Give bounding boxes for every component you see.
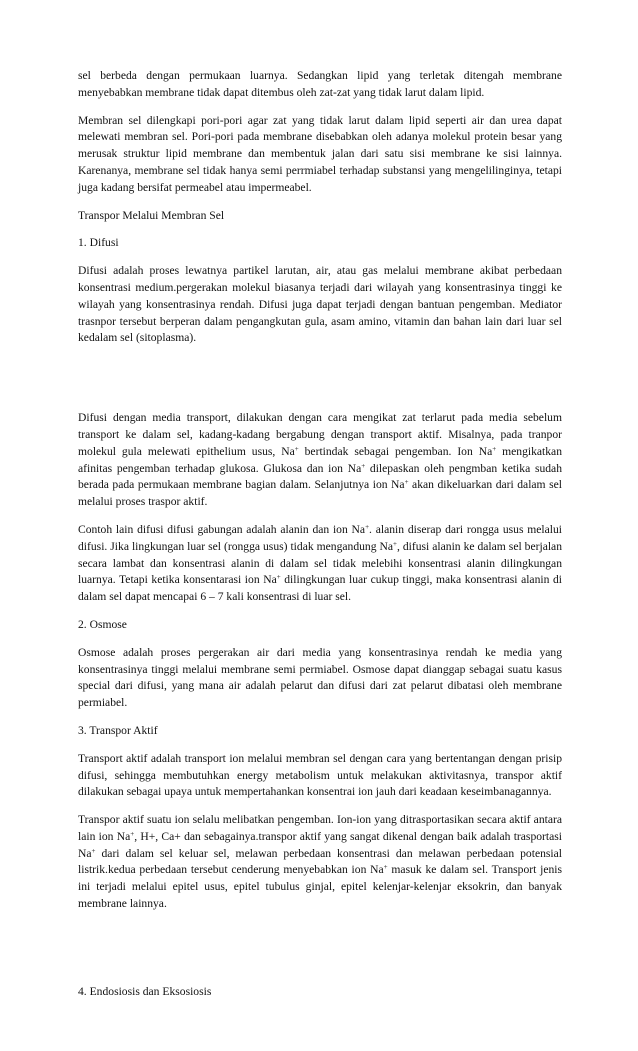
text-run: mengikatkan afinitas pengemban terhadap glukosa. Glukosa dan ion Na (78, 444, 563, 475)
text-run: , H+, Ca+ dan sebagainya.transpor aktif yang sangat dikenal dengan baik adalah trasportasi Na (78, 829, 562, 860)
superscript: + (361, 461, 366, 470)
section-heading: Transpor Melalui Membran Sel (78, 208, 225, 222)
blank-space (78, 358, 562, 410)
text-run: , difusi alanin ke dalam sel berjalan secara lambat dan konsentrasi alanin di dalam sel tidak melebihi konsentrasi alanin dilingkungan luarnya. Tetapi ketika konsentarasi ion Na (78, 539, 562, 587)
paragraph (78, 812, 562, 913)
text-run: . alanin diserap dari rongga usus melalui difusi. Jika lingkungan luar sel (rongga usus) tidak mengandung Na (78, 522, 563, 553)
superscript: + (393, 539, 397, 548)
text-run: bertindak sebagai pengemban. Ion Na (298, 444, 493, 458)
superscript: + (276, 573, 281, 582)
superscript: + (404, 478, 409, 487)
text-run: dilingkungan luar cukup tinggi, maka konsentrasi alanin di dalam sel dapat mencapai 6 – 7 kali konsentrasi di luar sel. (78, 573, 562, 604)
subsection-heading: 2. Osmose (78, 617, 127, 631)
subsection-heading: 4. Endosiosis dan Eksosiosis (78, 984, 212, 998)
text-run: dari dalam sel keluar sel, melawan perbedaan konsentrasi dan melawan perbedaan potensial listrik.kedua perbedaan tersebut cenderung menyebabkan ion Na (78, 846, 562, 877)
superscript: + (91, 846, 96, 855)
superscript: + (365, 522, 370, 531)
text-run: Transpor aktif suatu ion selalu melibatkan pengemban. Ion-ion yang ditrasportasikan secara aktif antara lain ion Na (78, 813, 562, 843)
blank-space (78, 924, 562, 984)
text-run: dilepaskan oleh pengmban ketika sudah berada pada permukaan membrane bagian dalam. Selanjutnya ion Na (78, 461, 562, 492)
subsection-heading: 3. Transpor Aktif (78, 723, 158, 737)
text-run: Difusi dengan media transport, dilakukan dengan cara mengikat zat terlarut pada media sebelum transport ke dalam sel, kadang-kadang bergabung dengan transport aktif. Misalnya, pada tranpor molekul gula melewati epithelium usus, Na (78, 411, 562, 458)
text-run: masuk ke dalam sel. Transport jenis ini terjadi melalui epitel usus, epitel tubulus ginjal, epitel kelenjar-kelenjar eksokrin, dan banyak membrane lainnya. (78, 863, 562, 911)
document-body (78, 68, 562, 1012)
superscript: + (130, 829, 135, 838)
paragraph: sel berbeda dengan permukaan luarnya. Sedangkan lipid yang terletak ditengah membrane menyebabkan membrane tidak dapat ditembus oleh zat-zat yang tidak larut dalam lipid. (78, 69, 562, 99)
paragraph: Osmose adalah proses pergerakan air dari media yang konsentrasinya rendah ke media yang konsentrasinya tinggi melalui membrane semi permiabel. Osmose dapat dianggap sebagai suatu kasus special dari difusi, yang mana air adalah pelarut dan difusi dari zat pelarut dibatasi oleh membrane permiabel. (78, 645, 562, 710)
paragraph (78, 410, 562, 511)
paragraph: Membran sel dilengkapi pori-pori agar zat yang tidak larut dalam lipid seperti air dan urea dapat melewati membran sel. Pori-pori pada membrane disebabkan oleh adanya molekul protein besar yang merusak struktur lipid membrane dan membentuk jalan dari satu sisi membrane ke sisi lainnya. Karenanya, membrane sel tidak hanya semi perrmiabel terhadap substansi yang mengelilinginya, tetapi juga kadang bersifat permeabel atau impermeabel. (78, 113, 562, 194)
superscript: + (492, 444, 497, 453)
superscript: + (294, 444, 299, 453)
text-run: akan dikeluarkan dari dalam sel melalui proses traspor aktif. (78, 478, 562, 509)
paragraph: Difusi adalah proses lewatnya partikel larutan, air, atau gas melalui membrane akibat perbedaan konsentrasi medium.pergerakan molekul biasanya terjadi dari wilayah yang konsentrasinya tinggi ke wilayah yang konsentrasinya rendah. Difusi juga dapat terjadi dengan bantuan pengemban. Mediator trasnpor tersebut berperan dalam pengangkutan gula, asam amino, vitamin dan bahan lain dari luar sel kedalam sel (sitoplasma). (78, 264, 562, 345)
paragraph (78, 522, 562, 606)
text-run: Contoh lain difusi difusi gabungan adalah alanin dan ion Na (78, 522, 366, 536)
superscript: + (383, 863, 388, 872)
subsection-heading: 1. Difusi (78, 236, 119, 250)
paragraph: Transport aktif adalah transport ion melalui membran sel dengan cara yang bertentangan dengan prisip difusi, sehingga membutuhkan energy metabolism untuk melakukan aktivitasnya, transpor aktif dilakukan sebagai upaya untuk mempertahankan konsentrai ion jauh dari keadaan keseimbanagannya. (78, 751, 562, 799)
